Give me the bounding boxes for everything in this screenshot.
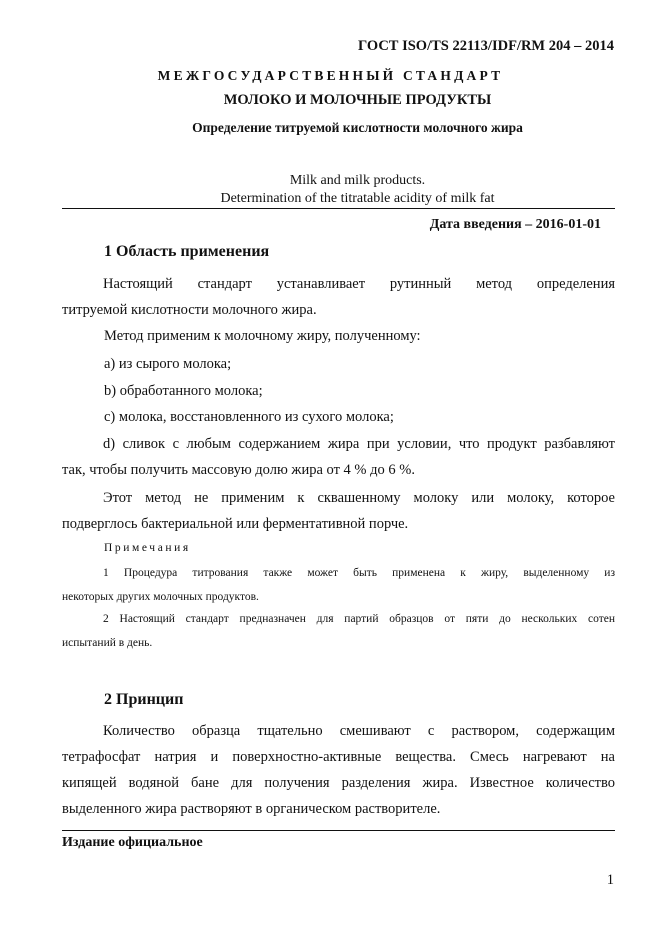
page-number: 1 (606, 872, 614, 888)
notes-heading: Примечания (104, 542, 191, 554)
section-2-paragraph-1-line-3: кипящей водяной бане для получения разделения жира. Известное количество (62, 775, 615, 791)
list-item-d-line-2: так, чтобы получить массовую долю жира от 4 % до 6 %. (62, 462, 415, 478)
section-2-paragraph-1-line-1: Количество образца тщательно смешивают с раствором, содержащим (103, 723, 615, 739)
section-1-paragraph-3 (62, 485, 615, 537)
section-1-paragraph-1-line-1: Настоящий стандарт устанавливает рутинный метод определения (103, 276, 615, 292)
standard-subtitle: Определение титруемой кислотности молочного жира (192, 120, 523, 135)
section-1-paragraph-3-line-2: подверглось бактериальной или ферментативной порче. (62, 516, 409, 532)
standard-title: МОЛОКО И МОЛОЧНЫЕ ПРОДУКТЫ (223, 92, 492, 108)
note-1-line-1: 1 Процедура титрования также может быть применена к жиру, выделенному из (103, 567, 615, 579)
section-1-paragraph-1-line-2: титруемой кислотности молочного жира. (62, 302, 317, 318)
official-edition-label: Издание официальное (62, 835, 203, 850)
interstate-standard-heading: МЕЖГОСУДАРСТВЕННЫЙ СТАНДАРТ (157, 68, 504, 83)
title-divider (62, 208, 615, 209)
section-2-paragraph-1-line-2: тетрафосфат натрия и поверхностно-активные вещества. Смесь нагревают на (62, 749, 615, 765)
english-title-line1: Milk and milk products. (289, 173, 426, 188)
section-2-paragraph-1 (62, 718, 615, 822)
english-title-line2: Determination of the titratable acidity of milk fat (220, 191, 495, 206)
introduction-date: Дата введения – 2016-01-01 (429, 217, 601, 232)
section-1-paragraph-2: Метод применим к молочному жиру, полученному: (104, 328, 421, 344)
note-1-line-2: некоторых других молочных продуктов. (62, 591, 259, 603)
note-2-line-2: испытаний в день. (62, 637, 153, 649)
section-1-paragraph-3-line-1: Этот метод не применим к сквашенному молоку или молоку, которое (103, 490, 615, 506)
section-2-paragraph-1-line-4: выделенного жира растворяют в органическом растворителе. (62, 801, 441, 817)
note-2 (62, 607, 615, 655)
note-2-line-1: 2 Настоящий стандарт предназначен для партий образцов от пяти до нескольких сотен (103, 613, 615, 625)
note-1 (62, 561, 615, 609)
section-1-paragraph-1 (62, 271, 615, 323)
section-1-title: 1 Область применения (104, 243, 270, 260)
section-2-title: 2 Принцип (104, 691, 184, 708)
document-code: ГОСТ ISO/TS 22113/IDF/RM 204 – 2014 (358, 38, 614, 54)
list-item-b: b) обработанного молока; (104, 383, 263, 399)
list-item-c: c) молока, восстановленного из сухого молока; (104, 409, 394, 425)
english-title (0, 172, 661, 208)
list-item-a: a) из сырого молока; (104, 356, 232, 372)
footer-divider (62, 830, 615, 831)
list-item-d-line-1: d) сливок с любым содержанием жира при условии, что продукт разбавляют (103, 436, 615, 452)
list-item-d (62, 431, 615, 483)
